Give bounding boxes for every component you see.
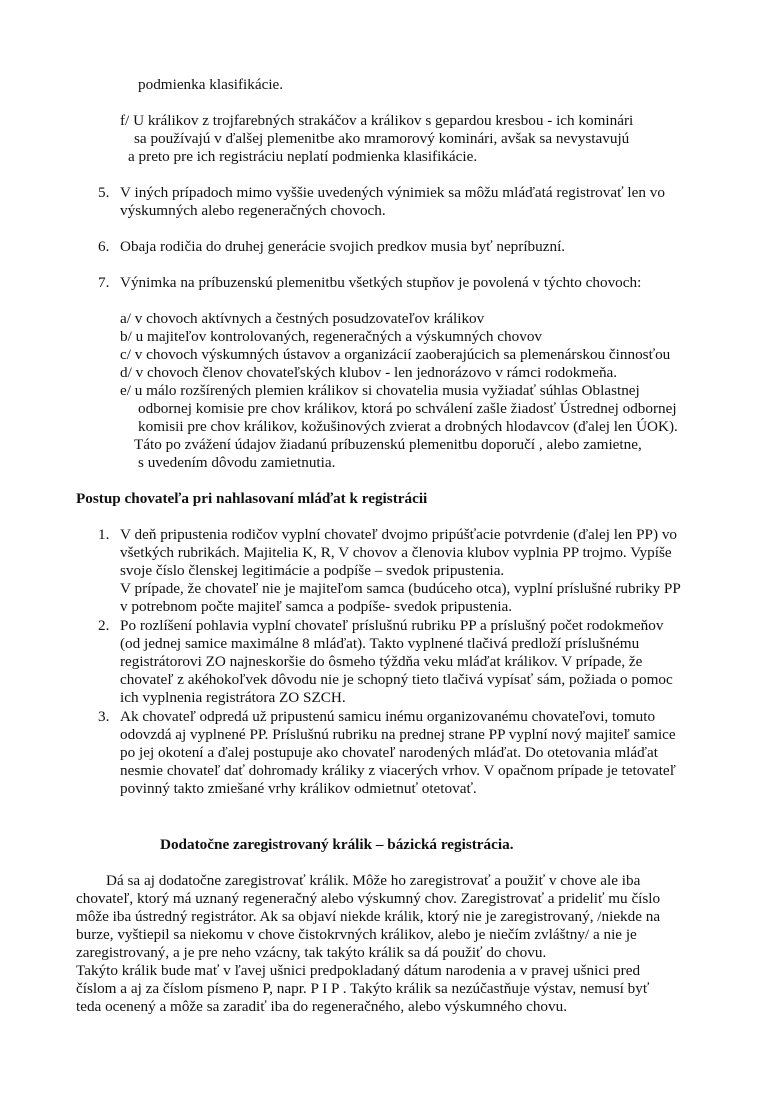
exception-item: e/ u málo rozšírených plemien králikov si chovatelia musia vyžiadať súhlas Oblastnej (120, 382, 640, 399)
paragraph-line: teda ocenený a môže sa zaradiť iba do regeneračného, alebo výskumného chovu. (76, 998, 568, 1015)
procedure-line: registrátorovi ZO najneskoršie do ôsmeho týždňa veku mláďat králikov. V prípade, že (120, 653, 643, 670)
procedure-line: odovzdá aj vyplnené PP. Príslušnú rubriku na prednej strane PP vyplní nový majiteľ samice (120, 726, 676, 743)
procedure-line: povinný takto zmiešané vrhy králikov odmietnuť otetovať. (120, 780, 477, 797)
procedure-line: ich vyplnenia registrátora ZO SZCH. (120, 689, 346, 706)
paragraph-line: číslom a aj za číslom písmeno P, napr. P I P . Takýto králik sa nezúčastňuje výstav, nemusí byť (76, 980, 650, 997)
exception-f-line: a preto pre ich registráciu neplatí podmienka klasifikácie. (128, 148, 478, 165)
section-heading: Postup chovateľa pri nahlasovaní mláďat k registrácii (76, 490, 428, 507)
rule-number: 6. (98, 238, 110, 255)
paragraph-line: zaregistrovaný, a je pre neho vzácny, tak takýto králik sa dá použiť do chovu. (76, 944, 547, 961)
procedure-line: V deň pripustenia rodičov vyplní chovateľ dvojmo pripúšťacie potvrdenie (ďalej len PP) vo (120, 526, 678, 543)
exception-item: d/ v chovoch členov chovateľských klubov - len jednorázovo v rámci rodokmeňa. (120, 364, 618, 381)
rule-number: 7. (98, 274, 110, 291)
procedure-number: 2. (98, 617, 110, 634)
intro-line: podmienka klasifikácie. (138, 76, 284, 93)
procedure-line: po jej okotení a ďalej postupuje ako chovateľ narodených mláďat. Do otetovania mláďat (120, 744, 658, 761)
exception-item: Táto po zvážení údajov žiadanú príbuzenskú plemenitbu doporučí , alebo zamietne, (134, 436, 642, 453)
procedure-number: 3. (98, 708, 110, 725)
paragraph-line: burze, vyštiepil sa niekomu v chove čistokrvných králikov, alebo je niečím zvláštny/ a nie je (76, 926, 637, 943)
rule-line: Obaja rodičia do druhej generácie svojich predkov musia byť nepríbuzní. (120, 238, 566, 255)
procedure-line: v potrebnom počte majiteľ samca a podpíše- svedok pripustenia. (120, 598, 513, 615)
exception-item: b/ u majiteľov kontrolovaných, regeneračných a výskumných chovov (120, 328, 543, 345)
procedure-line: Ak chovateľ odpredá už pripustenú samicu inému organizovanému chovateľovi, tomuto (120, 708, 656, 725)
procedure-line: Po rozlíšení pohlavia vyplní chovateľ príslušnú rubriku PP a príslušný počet rodokmeňov (120, 617, 664, 634)
procedure-line: nesmie chovateľ dať dohromady králiky z viacerých vrhov. V opačnom prípade je tetovateľ (120, 762, 676, 779)
rule-number: 5. (98, 184, 110, 201)
procedure-line: (od jednej samice maximálne 8 mláďat). Takto vyplnené tlačivá predloží príslušnému (120, 635, 640, 652)
procedure-line: svoje číslo členskej legitimácie a podpíše – svedok pripustenia. (120, 562, 505, 579)
exception-item: a/ v chovoch aktívnych a čestných posudzovateľov králikov (120, 310, 485, 327)
procedure-number: 1. (98, 526, 110, 543)
exception-f-line: sa používajú v ďalšej plemenitbe ako mramorový kominári, avšak sa nevystavujú (134, 130, 630, 147)
exception-item: odbornej komisie pre chov králikov, ktorá po schválení zašle žiadosť Ústrednej odbornej (138, 400, 677, 417)
paragraph-line: chovateľ, ktorý má uznaný regeneračný alebo výskumný chov. Zaregistrovať a prideliť mu číslo (76, 890, 661, 907)
exception-f-line: f/ U králikov z trojfarebných strakáčov a králikov s gepardou kresbou - ich kominári (120, 112, 634, 129)
exception-item: c/ v chovoch výskumných ústavov a organizácií zaoberajúcich sa plemenárskou činnosťou (120, 346, 671, 363)
paragraph-line: môže iba ústredný registrátor. Ak sa objaví niekde králik, ktorý nie je zaregistrovaný, /niekde na (76, 908, 661, 925)
procedure-line: chovateľ z akéhokoľvek dôvodu nie je schopný tieto tlačivá vypísať sám, požiada o pomoc (120, 671, 673, 688)
exception-item: komisii pre chov králikov, kožušinových zvierat a drobných hlodavcov (ďalej len ÚOK). (138, 418, 678, 435)
rule-line: výskumných alebo regeneračných chovoch. (120, 202, 386, 219)
paragraph-line: Takýto králik bude mať v ľavej ušnici predpokladaný dátum narodenia a v pravej ušnici pred (76, 962, 641, 979)
exception-item: s uvedením dôvodu zamietnutia. (138, 454, 336, 471)
paragraph-line: Dá sa aj dodatočne zaregistrovať králik. Môže ho zaregistrovať a použiť v chove ale iba (106, 872, 641, 889)
rule-line: Výnimka na príbuzenskú plemenitbu všetkých stupňov je povolená v týchto chovoch: (120, 274, 642, 291)
procedure-line: V prípade, že chovateľ nie je majiteľom samca (budúceho otca), vyplní príslušné rubriky PP (120, 580, 681, 597)
section-heading: Dodatočne zaregistrovaný králik – bázická registrácia. (160, 836, 514, 853)
procedure-line: všetkých rubrikách. Majitelia K, R, V chovov a členovia klubov vyplnia PP trojmo. Vypíše (120, 544, 672, 561)
rule-line: V iných prípadoch mimo vyššie uvedených výnimiek sa môžu mláďatá registrovať len vo (120, 184, 665, 201)
